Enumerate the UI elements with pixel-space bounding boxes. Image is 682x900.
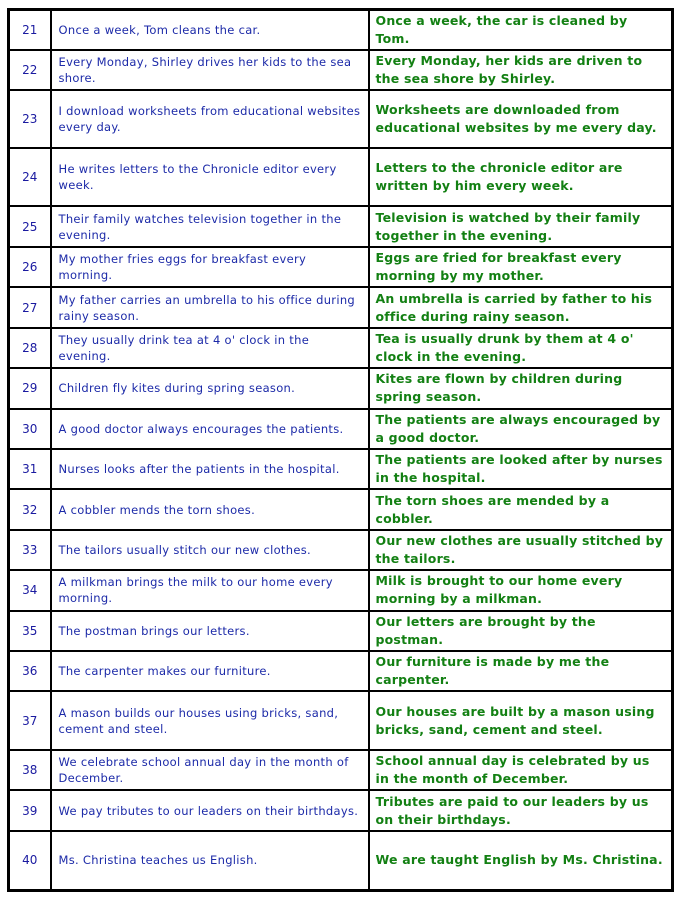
passive-voice-sentence: The patients are always encouraged by a good doctor. xyxy=(369,409,673,449)
passive-voice-sentence: Our houses are built by a mason using bricks, sand, cement and steel. xyxy=(369,691,673,750)
active-voice-sentence: He writes letters to the Chronicle editor every week. xyxy=(51,148,369,207)
table-row xyxy=(9,750,673,790)
passive-voice-sentence: Worksheets are downloaded from educational websites by me every day. xyxy=(369,90,673,148)
passive-voice-sentence: The patients are looked after by nurses in the hospital. xyxy=(369,449,673,489)
passive-voice-sentence: Letters to the chronicle editor are written by him every week. xyxy=(369,148,673,207)
active-voice-sentence: The tailors usually stitch our new clothes. xyxy=(51,530,369,570)
active-voice-sentence: Their family watches television together in the evening. xyxy=(51,206,369,246)
active-voice-sentence: A cobbler mends the torn shoes. xyxy=(51,489,369,529)
passive-voice-sentence: Television is watched by their family together in the evening. xyxy=(369,206,673,246)
row-number: 38 xyxy=(9,750,51,790)
row-number: 26 xyxy=(9,247,51,287)
passive-voice-sentence: Kites are flown by children during spring season. xyxy=(369,368,673,408)
table-row xyxy=(9,287,673,327)
active-voice-sentence: My mother fries eggs for breakfast every morning. xyxy=(51,247,369,287)
row-number: 33 xyxy=(9,530,51,570)
table-row xyxy=(9,50,673,90)
active-voice-sentence: A mason builds our houses using bricks, sand, cement and steel. xyxy=(51,691,369,750)
active-voice-sentence: The postman brings our letters. xyxy=(51,611,369,651)
active-voice-sentence: Once a week, Tom cleans the car. xyxy=(51,10,369,50)
table-row xyxy=(9,368,673,408)
table-row xyxy=(9,691,673,750)
table-row xyxy=(9,148,673,207)
table-row xyxy=(9,409,673,449)
active-voice-sentence: I download worksheets from educational websites every day. xyxy=(51,90,369,148)
active-voice-sentence: They usually drink tea at 4 o' clock in the evening. xyxy=(51,328,369,368)
passive-voice-sentence: Eggs are fried for breakfast every morning by my mother. xyxy=(369,247,673,287)
table-row xyxy=(9,651,673,691)
row-number: 27 xyxy=(9,287,51,327)
passive-voice-sentence: School annual day is celebrated by us in the month of December. xyxy=(369,750,673,790)
row-number: 30 xyxy=(9,409,51,449)
row-number: 21 xyxy=(9,10,51,50)
passive-voice-sentence: We are taught English by Ms. Christina. xyxy=(369,831,673,891)
table-row xyxy=(9,206,673,246)
row-number: 23 xyxy=(9,90,51,148)
row-number: 32 xyxy=(9,489,51,529)
row-number: 31 xyxy=(9,449,51,489)
active-voice-sentence: Ms. Christina teaches us English. xyxy=(51,831,369,891)
passive-voice-sentence: The torn shoes are mended by a cobbler. xyxy=(369,489,673,529)
row-number: 37 xyxy=(9,691,51,750)
active-voice-sentence: Nurses looks after the patients in the hospital. xyxy=(51,449,369,489)
passive-voice-sentence: Our furniture is made by me the carpenter. xyxy=(369,651,673,691)
passive-voice-sentence: An umbrella is carried by father to his office during rainy season. xyxy=(369,287,673,327)
passive-voice-sentence: Tea is usually drunk by them at 4 o' clock in the evening. xyxy=(369,328,673,368)
row-number: 28 xyxy=(9,328,51,368)
row-number: 34 xyxy=(9,570,51,610)
row-number: 35 xyxy=(9,611,51,651)
row-number: 39 xyxy=(9,790,51,830)
passive-voice-sentence: Our letters are brought by the postman. xyxy=(369,611,673,651)
passive-voice-sentence: Every Monday, her kids are driven to the sea shore by Shirley. xyxy=(369,50,673,90)
passive-voice-sentence: Tributes are paid to our leaders by us on their birthdays. xyxy=(369,790,673,830)
row-number: 24 xyxy=(9,148,51,207)
passive-voice-sentence: Milk is brought to our home every morning by a milkman. xyxy=(369,570,673,610)
active-voice-sentence: Children fly kites during spring season. xyxy=(51,368,369,408)
active-voice-sentence: My father carries an umbrella to his office during rainy season. xyxy=(51,287,369,327)
table-row xyxy=(9,247,673,287)
active-voice-sentence: Every Monday, Shirley drives her kids to the sea shore. xyxy=(51,50,369,90)
row-number: 25 xyxy=(9,206,51,246)
row-number: 36 xyxy=(9,651,51,691)
row-number: 40 xyxy=(9,831,51,891)
active-voice-sentence: A good doctor always encourages the patients. xyxy=(51,409,369,449)
table-row xyxy=(9,530,673,570)
table-row xyxy=(9,790,673,830)
row-number: 29 xyxy=(9,368,51,408)
passive-voice-sentence: Once a week, the car is cleaned by Tom. xyxy=(369,10,673,50)
active-voice-sentence: A milkman brings the milk to our home every morning. xyxy=(51,570,369,610)
table-row xyxy=(9,611,673,651)
active-voice-sentence: We celebrate school annual day in the month of December. xyxy=(51,750,369,790)
table-row xyxy=(9,570,673,610)
table-row xyxy=(9,90,673,148)
table-row xyxy=(9,831,673,891)
active-voice-sentence: The carpenter makes our furniture. xyxy=(51,651,369,691)
active-voice-sentence: We pay tributes to our leaders on their birthdays. xyxy=(51,790,369,830)
table-row xyxy=(9,328,673,368)
row-number: 22 xyxy=(9,50,51,90)
voice-conversion-table xyxy=(7,8,674,892)
table-row xyxy=(9,489,673,529)
table-row xyxy=(9,449,673,489)
table-row xyxy=(9,10,673,50)
passive-voice-sentence: Our new clothes are usually stitched by the tailors. xyxy=(369,530,673,570)
